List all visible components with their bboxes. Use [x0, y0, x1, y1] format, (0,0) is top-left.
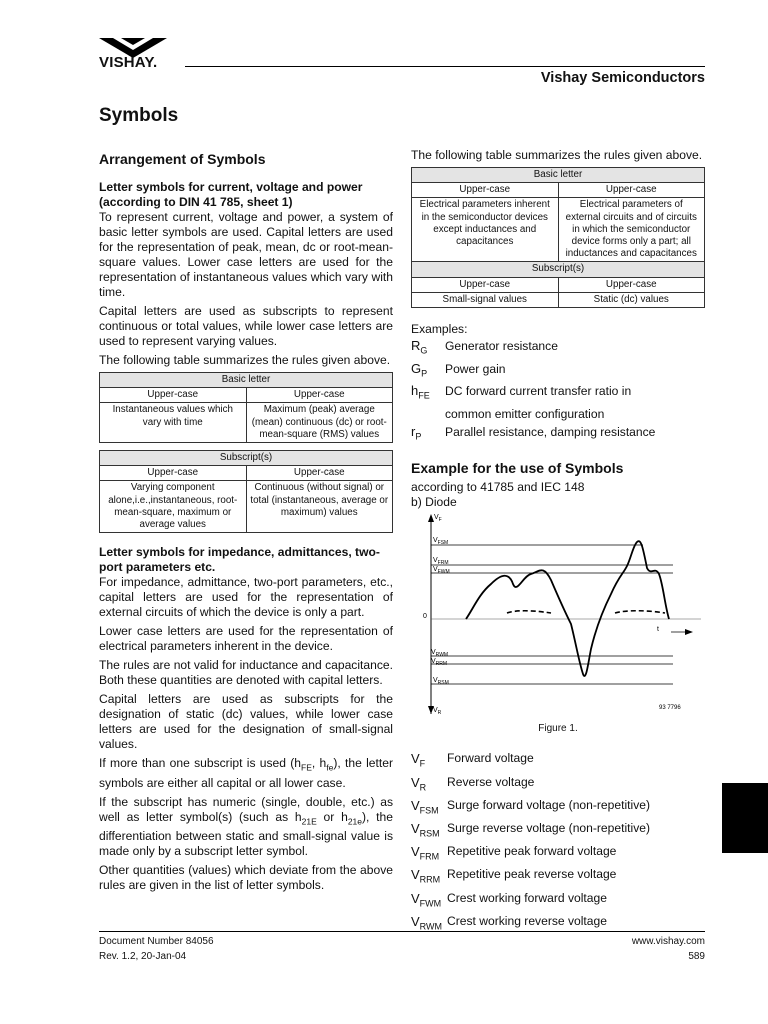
dc-level-dashed: [615, 611, 665, 613]
company-name: Vishay Semiconductors: [540, 70, 705, 86]
column-header: Upper-case: [412, 277, 559, 292]
list-item: $V_{RSM}$ Surge reverse voltage (non-repetitive): [411, 820, 651, 839]
table-cell: Varying component alone,i.e.,instantaneous, root-mean-square, maximum or average values: [100, 481, 247, 533]
subheading-current-voltage-power: Letter symbols for current, voltage and power (according to DIN 41 785, sheet 1): [99, 180, 363, 209]
list-item: $V_{RWM}$ Crest working reverse voltage: [411, 913, 607, 932]
table-cell: Electrical parameters of external circuits and of circuits in which the semiconductor device forms only a part; all inductances and capacitances: [558, 198, 705, 262]
label-vrrm: $V_{RRM}$: [431, 658, 448, 668]
left-column: [99, 150, 393, 897]
table-cell: Instantaneous values which vary with time: [100, 403, 247, 443]
list-item: $V_R$ Reverse voltage: [411, 774, 535, 793]
label-vf: $V_F$: [434, 514, 442, 524]
column-header: Upper-case: [246, 466, 393, 481]
table-cell: Small-signal values: [412, 292, 559, 307]
paragraph: The following table summarizes the rules given above.: [411, 148, 703, 162]
paragraph: The following table summarizes the rules given above.: [99, 353, 391, 367]
column-header: Upper-case: [558, 277, 705, 292]
document-number: Document Number 84056: [99, 936, 214, 947]
list-item: $R_G$ Generator resistance: [411, 338, 558, 356]
paragraph: To represent current, voltage and power, a system of basic letter symbols are used. Capital letters are used for the representation of peak, mean, dc or root-mean-square values. Lower case letters are used for the representation of instantaneous values which vary with time.: [99, 210, 393, 299]
paragraph: Capital letters are used as subscripts to represent continuous or total values, while lower case letters are used to represent varying values.: [99, 304, 393, 348]
paragraph: Lower case letters are used for the representation of electrical parameters inherent in the device.: [99, 624, 393, 654]
figure-caption: Figure 1.: [538, 723, 578, 735]
table-cell: Electrical parameters inherent in the semiconductor devices except inductances and capacitances: [412, 198, 559, 262]
list-item: common emitter configuration: [445, 406, 605, 421]
rules-table-parameters: [411, 167, 705, 308]
paragraph-multiple-subscripts: If more than one subscript is used ($h_{FE}$, $h_{fe}$), the letter symbols are either all capital or all lower case.: [99, 756, 393, 790]
label-vrwm: $V_{RWM}$: [431, 649, 449, 659]
table-header: Subscript(s): [412, 262, 705, 277]
dc-level-dashed: [507, 611, 551, 613]
table-cell: Maximum (peak) average (mean) continuous (dc) or root-mean-square (RMS) values: [246, 403, 393, 443]
list-item: $V_{RRM}$ Repetitive peak reverse voltage: [411, 867, 617, 885]
section-title-example: Example for the use of Symbols: [411, 460, 624, 477]
list-item: $V_{FSM}$ Surge forward voltage (non-repetitive): [411, 797, 651, 816]
website-link[interactable]: www.vishay.com: [631, 936, 705, 947]
right-column: [411, 148, 705, 936]
rules-table-basic-letter: [99, 372, 393, 443]
table-cell: Continuous (without signal) or total (instantaneous, average or maximum) values: [246, 481, 393, 533]
paragraph: For impedance, admittance, two-port parameters, etc., capital letters are used for the representation of external circuits of which the device is only a part.: [99, 575, 393, 620]
revision: Rev. 1.2, 20-Jan-04: [99, 951, 187, 962]
column-header: Upper-case: [558, 183, 705, 198]
according-text: according to 41785 and IEC 148: [411, 480, 585, 495]
list-item: $h_{FE}$ DC forward current transfer ratio in: [411, 383, 632, 401]
list-item: $V_{FWM}$ Crest working forward voltage: [411, 890, 607, 909]
header-rule: [185, 66, 705, 67]
list-item: $V_F$ Forward voltage: [411, 751, 534, 769]
section-tab-marker: [722, 783, 768, 853]
examples-list: [411, 322, 705, 445]
column-header: Upper-case: [100, 388, 247, 403]
label-vfrm: $V_{FRM}$: [433, 557, 449, 567]
symbol-legend: [411, 750, 705, 936]
column-header: Upper-case: [246, 388, 393, 403]
table-header: Subscript(s): [100, 451, 393, 466]
table-header: Basic letter: [412, 168, 705, 183]
table-header: Basic letter: [100, 373, 393, 388]
label-vfwm: $V_{FWM}$: [433, 566, 450, 576]
diode-voltage-figure: [411, 514, 705, 719]
label-vr: $V_R$: [433, 707, 442, 717]
paragraph-numeric-subscripts: If the subscript has numeric (single, double, etc.) as well as letter symbol(s) (such as $h_{21E}$ or $h_{21e}$), the differentiation between static and small-signal value is made only by a subscript letter symbol.: [99, 794, 393, 859]
examples-label: Examples:: [411, 322, 468, 337]
figure-code: 93 7796: [659, 705, 681, 712]
column-header: Upper-case: [412, 183, 559, 198]
column-header: Upper-case: [100, 466, 247, 481]
label-zero: 0: [423, 613, 427, 621]
paragraph: Other quantities (values) which deviate from the above rules are given in the list of letter symbols.: [99, 863, 393, 893]
brand-name: VISHAY.: [99, 54, 158, 71]
list-item: $r_P$ Parallel resistance, damping resistance: [411, 423, 656, 442]
list-item: $V_{FRM}$ Repetitive peak forward voltage: [411, 844, 617, 862]
arrow-right-icon: [685, 629, 693, 635]
label-vrsm: $V_{RSM}$: [433, 677, 449, 687]
subheading-impedance: Letter symbols for impedance, admittances, two-port parameters etc.: [99, 545, 380, 575]
paragraph: The rules are not valid for inductance and capacitance. Both these quantities are denoted with capital letters.: [99, 658, 393, 688]
section-title-arrangement: Arrangement of Symbols: [99, 151, 266, 167]
paragraph: Capital letters are used as subscripts for the designation of static (dc) values, while lower case letters are used for the designation of small-signal values.: [99, 692, 393, 752]
diode-label: b) Diode: [411, 495, 457, 510]
label-vfsm: $V_{FSM}$: [433, 537, 449, 547]
footer-rule: [99, 931, 705, 932]
table-cell: Static (dc) values: [558, 292, 705, 307]
list-item: $G_P$ Power gain: [411, 360, 506, 379]
page-number: 589: [688, 951, 705, 962]
label-t: t: [657, 626, 659, 634]
rules-table-subscripts: [99, 450, 393, 533]
page-title: Symbols: [99, 105, 179, 126]
